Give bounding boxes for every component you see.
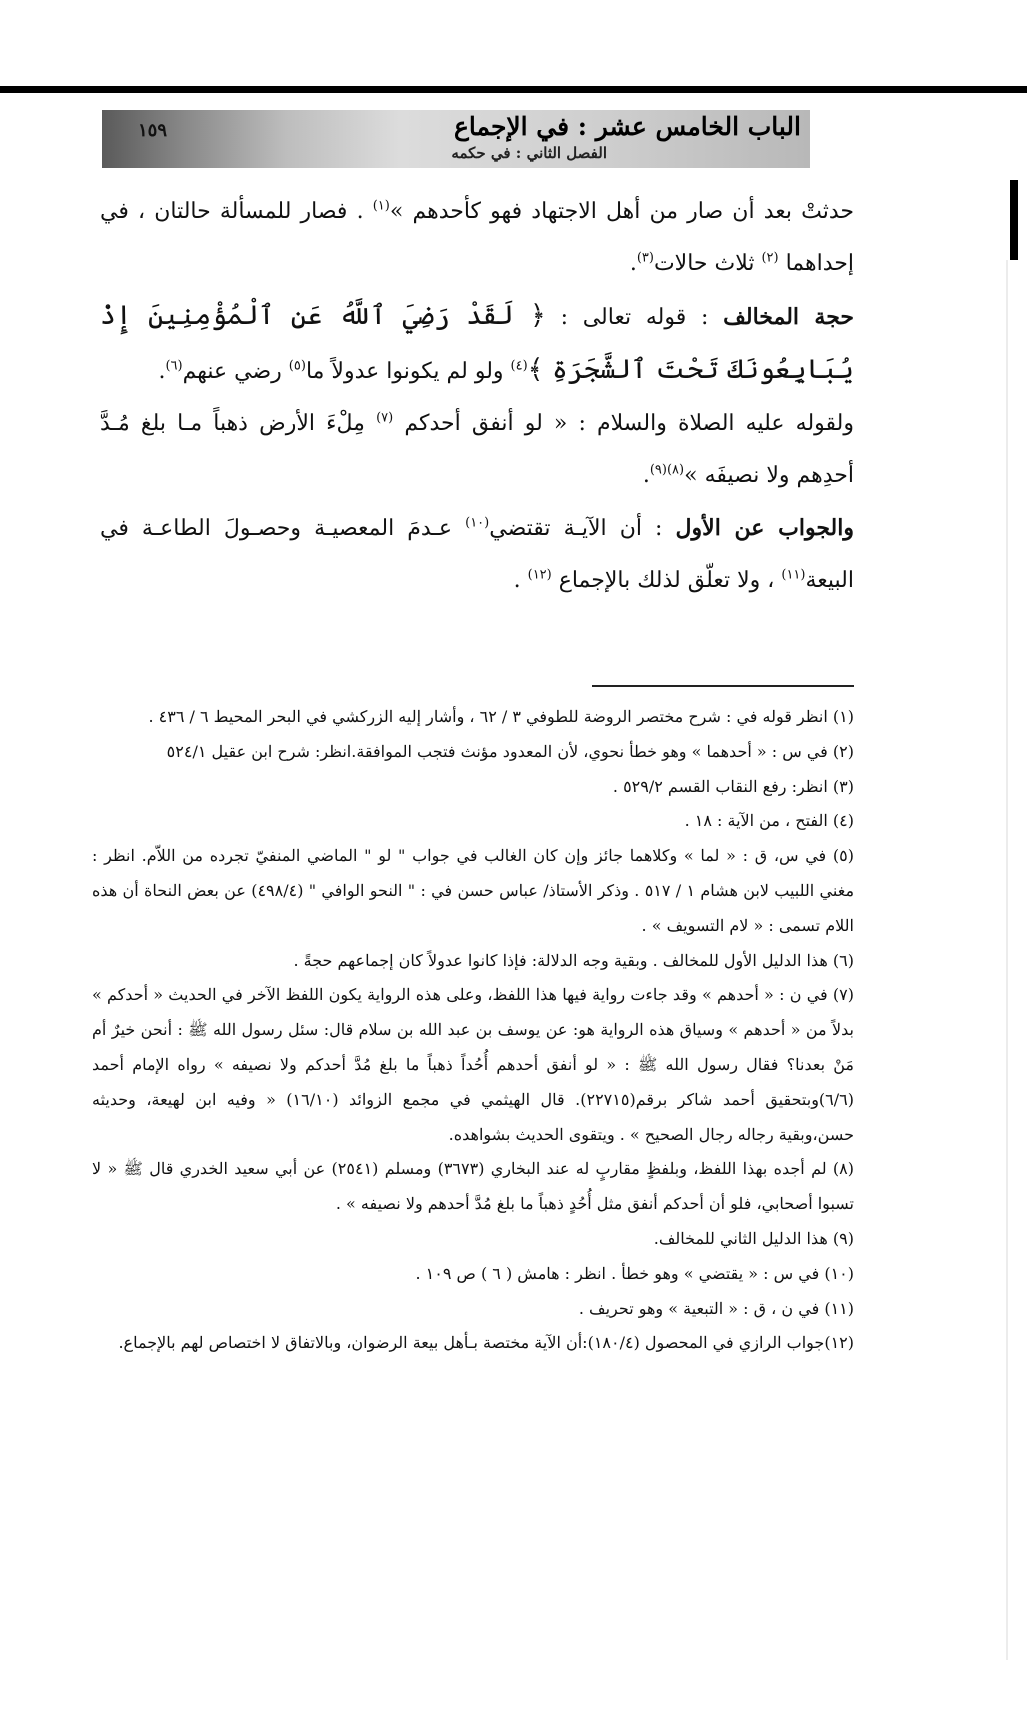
chapter-title: الباب الخامس عشر : في الإجماع: [453, 112, 801, 141]
footnote-8: (٨) لم أجده بهذا اللفظ، وبلفظٍ مقاربٍ له عند البخاري (٣٦٧٣) ومسلم (٢٥٤١) عن أبي سعيد الخدري قال ﷺ « لا تسبوا أصحابي، فلو أن أحدكم أنفق مثل أُحُدٍ ذهباً ما بلغ مُدَّ أحدهم ولا نصيفه » .: [92, 1159, 854, 1214]
note-ref-10: (١٠): [465, 515, 490, 531]
footnote-separator: [592, 685, 854, 687]
footnote-11: (١١) في ن ، ق : « التبعية » وهو تحريف .: [578, 1298, 854, 1318]
opponents-argument-heading: حجة المخالف: [723, 304, 854, 330]
footnote-1: (١) انظر قوله في : شرح مختصر الروضة للطوفي ٣ / ٦٢ ، وأشار إليه الزركشي في البحر المحيط ٦ / ٤٣٦ .: [148, 707, 854, 726]
scan-edge-mark: [1010, 180, 1018, 260]
top-border-rule: [0, 86, 1027, 93]
note-ref-5: (٥): [288, 358, 306, 374]
paragraph-2: حجة المخالف : قوله تعالى : ﴿ لَقَدْ رَضِيَ ٱللَّهُ عَنِ ٱلْمُؤْمِنِينَ إِذْ يُبَايِعُونَكَ تَحْتَ ٱلشَّجَرَةِ ﴾$^{(٤)}$ ولو لم يكونوا عدولاً ما$^{(٥)}$ رضي عنهم$^{(٦)}$.: [100, 300, 854, 385]
paragraph-4: والجواب عن الأول : أن الآيـة تقتضي$^{(١٠)}$ عـدمَ المعصيـة وحصـولَ الطاعـة في البيعة$^{(١١)}$ ، ولا تعلّق لذلك بالإجماع $^{(١٢)}$ .: [100, 515, 854, 593]
page-number: ١٥٩: [138, 120, 168, 141]
note-ref-2: (٢): [761, 250, 779, 266]
paragraph-3: ولقوله عليه الصلاة والسلام : « لو أنفق أحدكم $^{(٧)}$ مِلْءَ الأرض ذهباً مـا بلغ مُـدَّ أحدِهم ولا نصيفَه »$^{(٨)(٩)}$.: [100, 410, 854, 488]
note-ref-6: (٦): [165, 358, 183, 374]
note-ref-4: (٤): [510, 358, 528, 374]
footnote-3: (٣) انظر: رفع النقاب القسم ٥٢٩/٢ .: [612, 776, 854, 796]
footnote-4: (٤) الفتح ، من الآية : ١٨ .: [684, 811, 854, 831]
footnote-10: (١٠) في س : « يقتضي » وهو خطأ . انظر : هامش ( ٦ ) ص ١٠٩ .: [415, 1263, 854, 1283]
paragraph-1: حدثتْ بعد أن صار من أهل الاجتهاد فهو كأحدهم »$^{(١)}$ . فصار للمسألة حالتان ، في إحداهما $^{(٢)}$ ثلاث حالات$^{(٣)}$.: [100, 198, 854, 276]
answer-heading: والجواب عن الأول: [675, 515, 854, 541]
quran-verse: ﴿ لَقَدْ رَضِيَ ٱللَّهُ عَنِ ٱلْمُؤْمِنِينَ إِذْ يُبَايِعُونَكَ تَحْتَ ٱلشَّجَرَةِ ﴾: [100, 300, 854, 385]
note-ref-7: (٧): [376, 410, 394, 426]
footnote-12: (١٢)جواب الرازي في المحصول (١٨٠/٤):أن الآية مختصة بـأهل بيعة الرضوان، وبالاتفاق لا اختصاص لهم بالإجماع.: [118, 1333, 854, 1353]
footnote-7: (٧) في ن : « أحدهم » وقد جاءت رواية فيها هذا اللفظ، وعلى هذه الرواية يكون اللفظ الآخر في الحديث « أحدكم » بدلاً من « أحدهم » وسياق هذه الرواية هو: عن يوسف بن عبد الله بن سلام قال: سئل رسول الله ﷺ : أنحن خيرٌ أم مَنْ بعدنا؟ فقال رسول الله ﷺ : « لو أنفق أحدهم أُحُداً ذهباً ما بلغ مُدَّ أحدكم ولا نصيفه » رواه الإمام أحمد (٦/٦)وبتحقيق أحمد شاكر برقم(٢٢٧١٥). قال الهيثمي في مجمع الزوائد (١٦/١٠) « وفيه ابن لهيعة، وحديثه حسن،وبقية رجاله رجال الصحيح » . ويتقوى الحديث بشواهده.: [92, 985, 854, 1144]
footnote-5: (٥) في س، ق : « لما » وكلاهما جائز وإن كان الغالب في جواب " لو " الماضي المنفيّ تجرده من اللاّم. انظر : مغني اللبيب لابن هشام ١ / ٥١٧ . وذكر الأستاذ/ عباس حسن في : " النحو الوافي " (٤٩٨/٤) عن بعض النحاة أن هذه اللام تسمى : « لام التسويف » .: [92, 846, 855, 935]
note-ref-3: (٣): [636, 250, 654, 266]
note-ref-1: (١): [372, 198, 390, 214]
note-ref-11: (١١): [781, 567, 806, 583]
note-ref-9: (٩): [649, 462, 667, 478]
main-body: [100, 186, 854, 607]
footnotes: [92, 700, 854, 1361]
scan-edge-shadow: [1006, 260, 1008, 1660]
footnote-9: (٩) هذا الدليل الثاني للمخالف.: [653, 1228, 854, 1248]
note-ref-12: (١٢): [527, 567, 552, 583]
footnote-6: (٦) هذا الدليل الأول للمخالف . وبقية وجه الدلالة: فإذا كانوا عدولاً كان إجماعهم حجةً .: [293, 950, 854, 970]
note-ref-8: (٨): [666, 462, 685, 478]
footnote-2: (٢) في س : « أحدهما » وهو خطأ نحوي، لأن المعدود مؤنث فتجب الموافقة.انظر: شرح ابن عقيل ٥٢٤/١: [166, 741, 854, 761]
section-subtitle: الفصل الثاني : في حكمه: [451, 144, 607, 162]
